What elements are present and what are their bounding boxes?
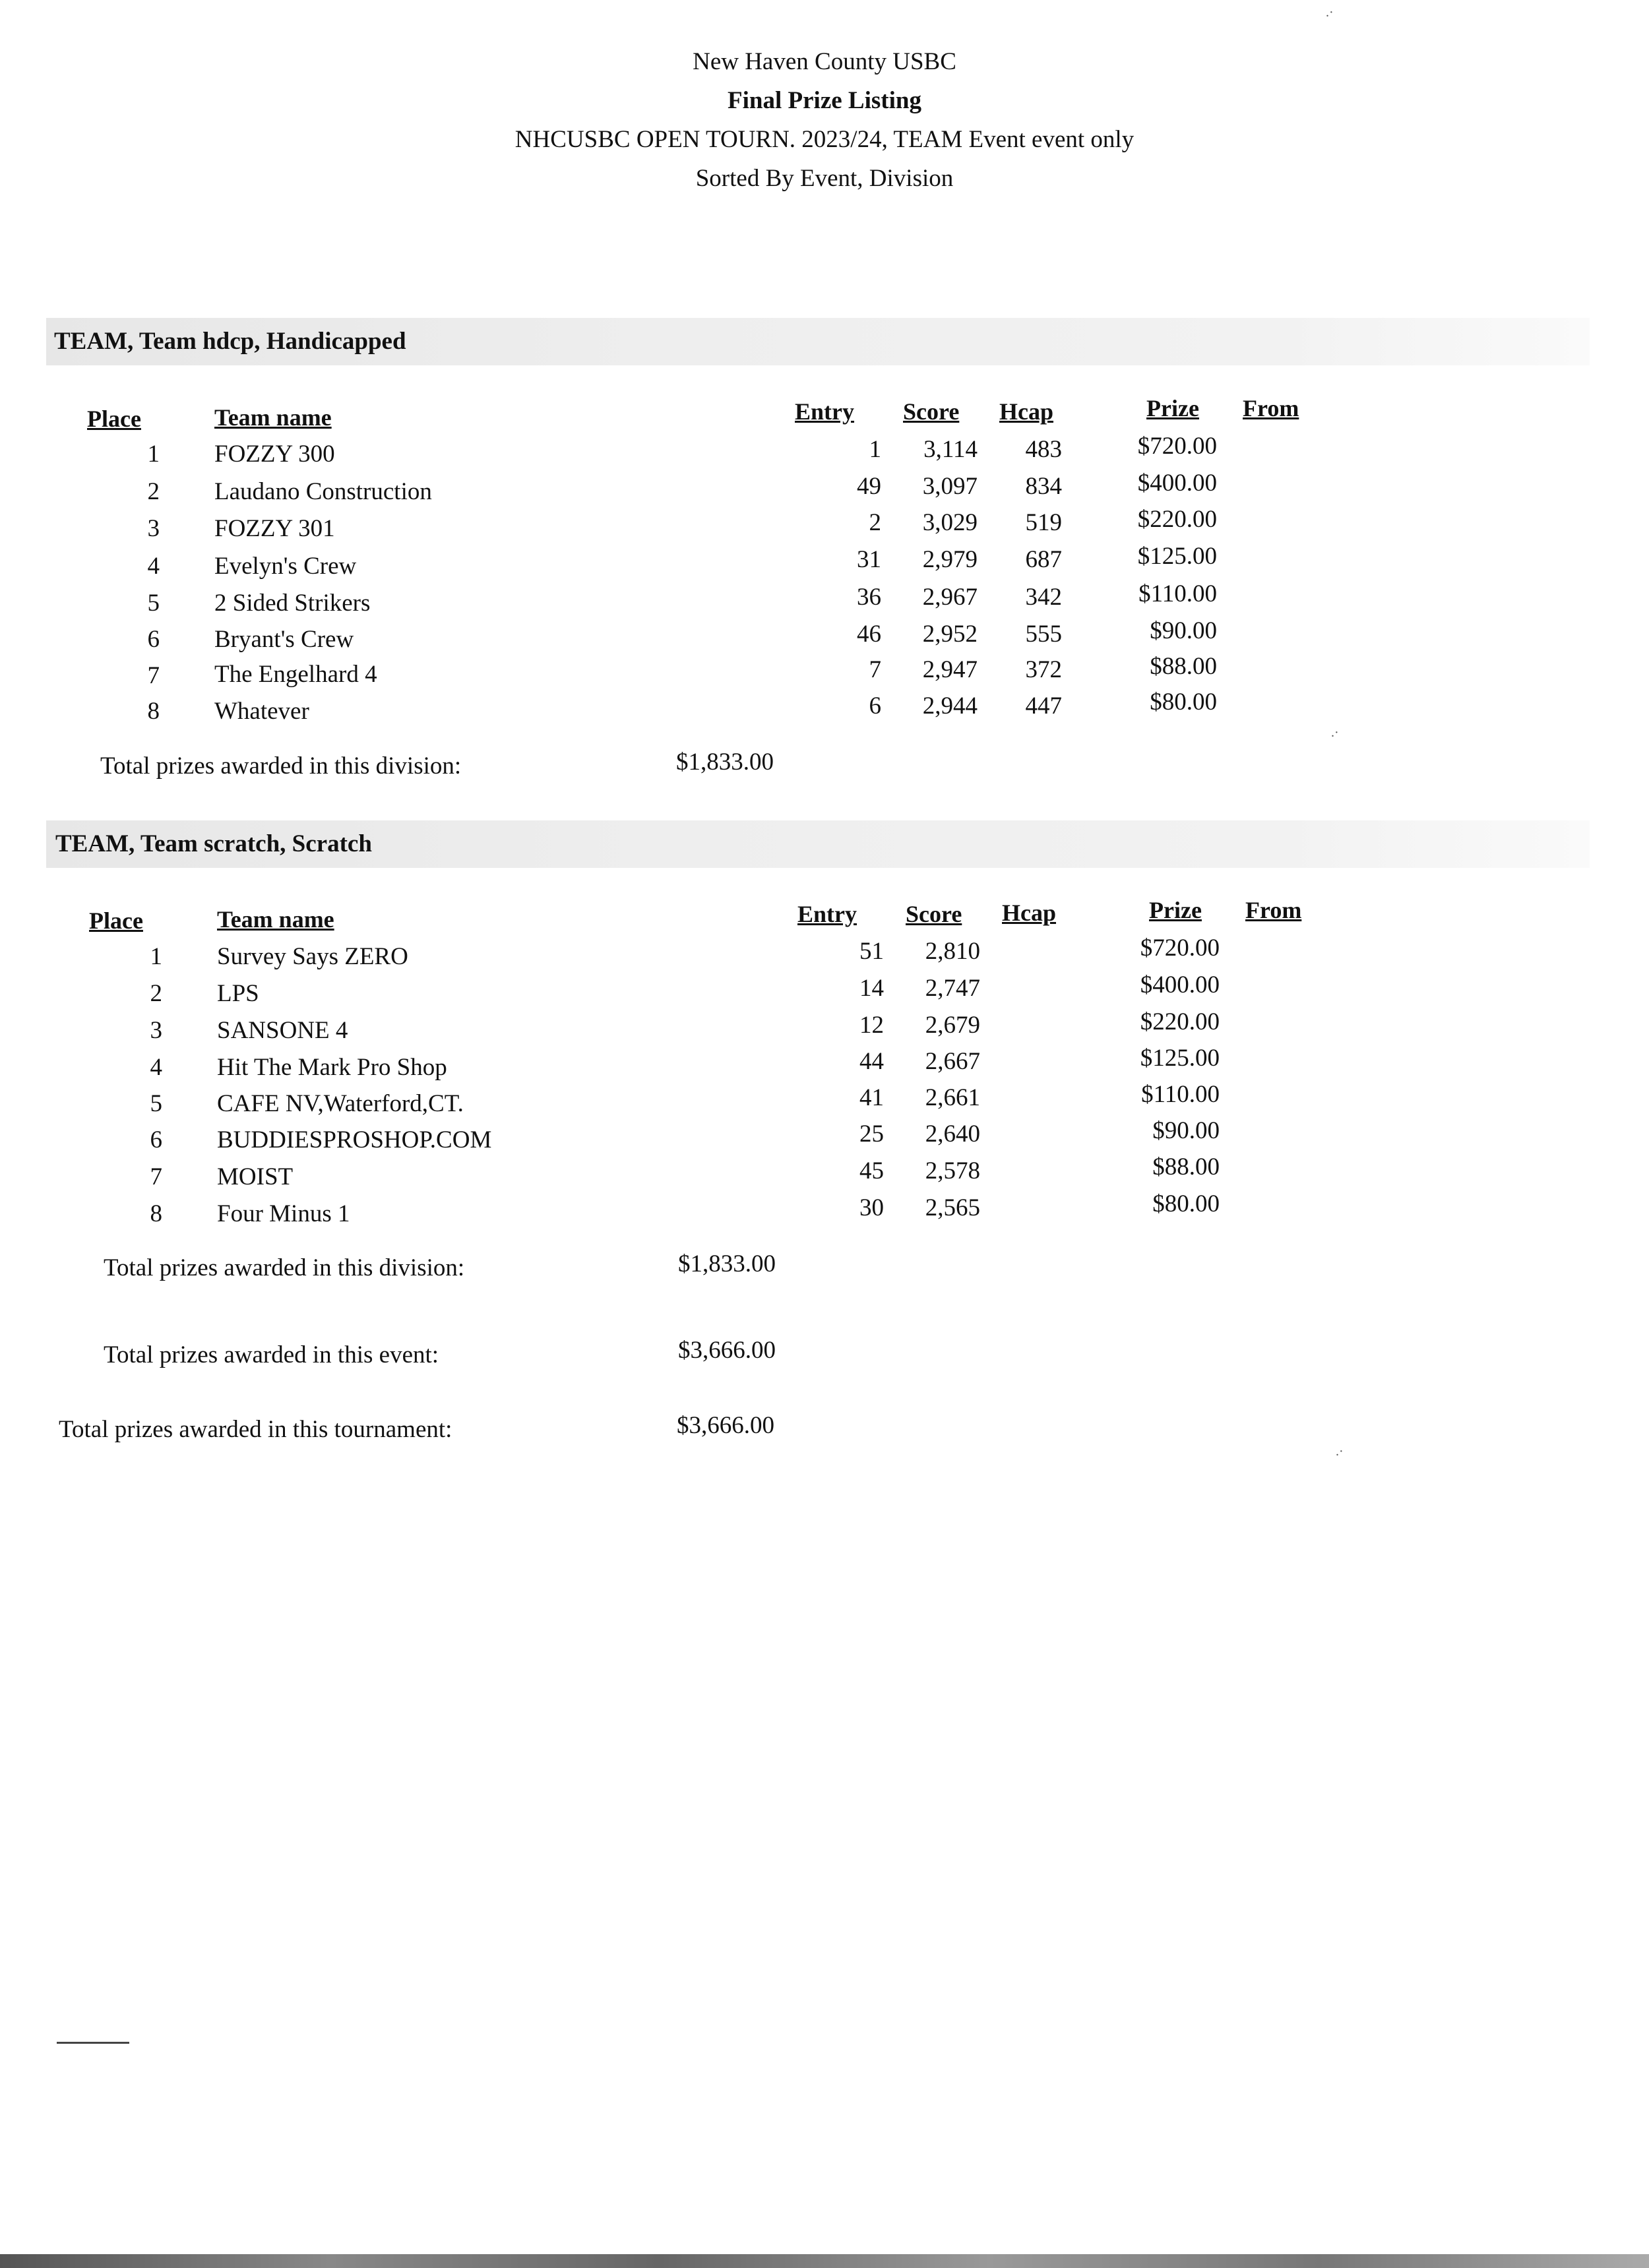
place-cell: 8 xyxy=(150,1200,162,1227)
team-name-cell: The Engelhard 4 xyxy=(214,661,377,688)
place-cell: 2 xyxy=(147,478,160,505)
division-total-value: $1,833.00 xyxy=(676,749,774,776)
score-cell: 2,944 xyxy=(922,692,978,720)
score-cell: 2,952 xyxy=(922,621,978,648)
hcap-cell: 483 xyxy=(1025,436,1062,463)
prize-cell: $80.00 xyxy=(1150,689,1217,716)
score-cell: 2,640 xyxy=(925,1120,980,1148)
team-name-cell: Four Minus 1 xyxy=(217,1200,350,1227)
col-header-score: Score xyxy=(903,398,960,425)
scan-speck: .· xyxy=(1326,5,1334,20)
score-cell: 3,114 xyxy=(923,436,978,463)
entry-cell: 41 xyxy=(859,1084,884,1111)
tournament-total-label: Total prizes awarded in this tournament: xyxy=(59,1416,452,1443)
entry-cell: 2 xyxy=(869,509,881,536)
team-name-cell: LPS xyxy=(217,980,259,1007)
division-total-label: Total prizes awarded in this division: xyxy=(104,1254,465,1281)
prize-cell: $88.00 xyxy=(1152,1153,1220,1180)
place-cell: 4 xyxy=(150,1054,162,1081)
team-name-cell: Evelyn's Crew xyxy=(214,553,357,580)
col-header-hcap: Hcap xyxy=(999,398,1054,425)
event-total-label: Total prizes awarded in this event: xyxy=(104,1341,439,1368)
entry-cell: 12 xyxy=(859,1012,884,1039)
score-cell: 2,947 xyxy=(922,656,978,683)
sort-order: Sorted By Event, Division xyxy=(695,165,954,192)
place-cell: 2 xyxy=(150,980,162,1007)
place-cell: 1 xyxy=(147,441,160,468)
prize-cell: $80.00 xyxy=(1152,1190,1220,1217)
col-header-team-name: Team name xyxy=(214,404,332,431)
division-title: TEAM, Team scratch, Scratch xyxy=(55,830,372,857)
entry-cell: 1 xyxy=(869,436,881,463)
entry-cell: 25 xyxy=(859,1120,884,1148)
hcap-cell: 555 xyxy=(1025,621,1062,648)
score-cell: 2,979 xyxy=(922,546,978,573)
team-name-cell: Hit The Mark Pro Shop xyxy=(217,1054,447,1081)
col-header-score: Score xyxy=(906,901,962,927)
team-name-cell: Bryant's Crew xyxy=(214,626,354,653)
scan-edge xyxy=(0,2254,1649,2268)
division-band xyxy=(46,318,1590,365)
entry-cell: 49 xyxy=(857,473,881,500)
hcap-cell: 342 xyxy=(1025,584,1062,611)
division-total-value: $1,833.00 xyxy=(678,1250,776,1277)
col-header-place: Place xyxy=(89,907,143,934)
place-cell: 5 xyxy=(147,590,160,617)
division-band xyxy=(46,820,1590,868)
place-cell: 8 xyxy=(147,698,160,725)
entry-cell: 30 xyxy=(859,1194,884,1221)
score-cell: 2,810 xyxy=(925,938,980,965)
entry-cell: 46 xyxy=(857,621,881,648)
event-total-value: $3,666.00 xyxy=(678,1337,776,1364)
place-cell: 1 xyxy=(150,943,162,970)
place-cell: 6 xyxy=(150,1126,162,1153)
entry-cell: 14 xyxy=(859,975,884,1002)
prize-cell: $88.00 xyxy=(1150,653,1217,680)
division-total-label: Total prizes awarded in this division: xyxy=(100,752,462,780)
scan-speck: .· xyxy=(1331,725,1339,740)
prize-cell: $90.00 xyxy=(1150,617,1217,644)
score-cell: 2,667 xyxy=(925,1048,980,1075)
entry-cell: 7 xyxy=(869,656,881,683)
scan-mark xyxy=(57,2042,129,2044)
entry-cell: 36 xyxy=(857,584,881,611)
col-header-team-name: Team name xyxy=(217,906,334,933)
place-cell: 4 xyxy=(147,553,160,580)
team-name-cell: FOZZY 300 xyxy=(214,441,335,468)
col-header-from: From xyxy=(1245,897,1302,923)
score-cell: 2,747 xyxy=(925,975,980,1002)
place-cell: 6 xyxy=(147,626,160,653)
prize-cell: $125.00 xyxy=(1140,1045,1220,1072)
prize-cell: $720.00 xyxy=(1140,935,1220,962)
report-title: Final Prize Listing xyxy=(728,87,921,114)
prize-cell: $90.00 xyxy=(1152,1117,1220,1144)
prize-cell: $720.00 xyxy=(1137,433,1217,460)
col-header-prize: Prize xyxy=(1149,897,1202,923)
place-cell: 5 xyxy=(150,1090,162,1117)
prize-cell: $220.00 xyxy=(1140,1008,1220,1035)
org-name: New Haven County USBC xyxy=(693,48,956,75)
tournament-name: NHCUSBC OPEN TOURN. 2023/24, TEAM Event event only xyxy=(514,126,1135,153)
prize-cell: $220.00 xyxy=(1137,506,1217,533)
team-name-cell: Survey Says ZERO xyxy=(217,943,408,970)
col-header-hcap: Hcap xyxy=(1002,900,1057,926)
prize-cell: $125.00 xyxy=(1137,543,1217,570)
team-name-cell: CAFE NV,Waterford,CT. xyxy=(217,1090,464,1117)
scan-speck: .· xyxy=(1336,1444,1344,1459)
team-name-cell: Laudano Construction xyxy=(214,478,432,505)
col-header-place: Place xyxy=(87,406,141,432)
entry-cell: 44 xyxy=(859,1048,884,1075)
place-cell: 7 xyxy=(150,1163,162,1190)
score-cell: 3,029 xyxy=(922,509,978,536)
score-cell: 3,097 xyxy=(922,473,978,500)
place-cell: 3 xyxy=(147,515,160,542)
division-title: TEAM, Team hdcp, Handicapped xyxy=(54,328,406,355)
team-name-cell: Whatever xyxy=(214,698,309,725)
col-header-entry: Entry xyxy=(797,901,857,927)
entry-cell: 45 xyxy=(859,1157,884,1184)
team-name-cell: FOZZY 301 xyxy=(214,515,335,542)
hcap-cell: 372 xyxy=(1025,656,1062,683)
score-cell: 2,679 xyxy=(925,1012,980,1039)
score-cell: 2,661 xyxy=(925,1084,980,1111)
hcap-cell: 519 xyxy=(1025,509,1062,536)
score-cell: 2,565 xyxy=(925,1194,980,1221)
hcap-cell: 687 xyxy=(1025,546,1062,573)
hcap-cell: 447 xyxy=(1025,692,1062,720)
place-cell: 3 xyxy=(150,1017,162,1044)
score-cell: 2,578 xyxy=(925,1157,980,1184)
prize-cell: $110.00 xyxy=(1138,580,1217,607)
team-name-cell: SANSONE 4 xyxy=(217,1017,348,1044)
place-cell: 7 xyxy=(147,662,160,689)
team-name-cell: 2 Sided Strikers xyxy=(214,590,371,617)
entry-cell: 51 xyxy=(859,938,884,965)
score-cell: 2,967 xyxy=(922,584,978,611)
col-header-from: From xyxy=(1243,395,1299,421)
tournament-total-value: $3,666.00 xyxy=(677,1412,774,1439)
hcap-cell: 834 xyxy=(1025,473,1062,500)
prize-cell: $400.00 xyxy=(1140,971,1220,998)
entry-cell: 6 xyxy=(869,692,881,720)
col-header-entry: Entry xyxy=(795,398,854,425)
team-name-cell: MOIST xyxy=(217,1163,294,1190)
entry-cell: 31 xyxy=(857,546,881,573)
prize-cell: $110.00 xyxy=(1141,1081,1220,1108)
prize-cell: $400.00 xyxy=(1137,470,1217,497)
col-header-prize: Prize xyxy=(1146,395,1199,421)
team-name-cell: BUDDIESPROSHOP.COM xyxy=(217,1126,492,1153)
